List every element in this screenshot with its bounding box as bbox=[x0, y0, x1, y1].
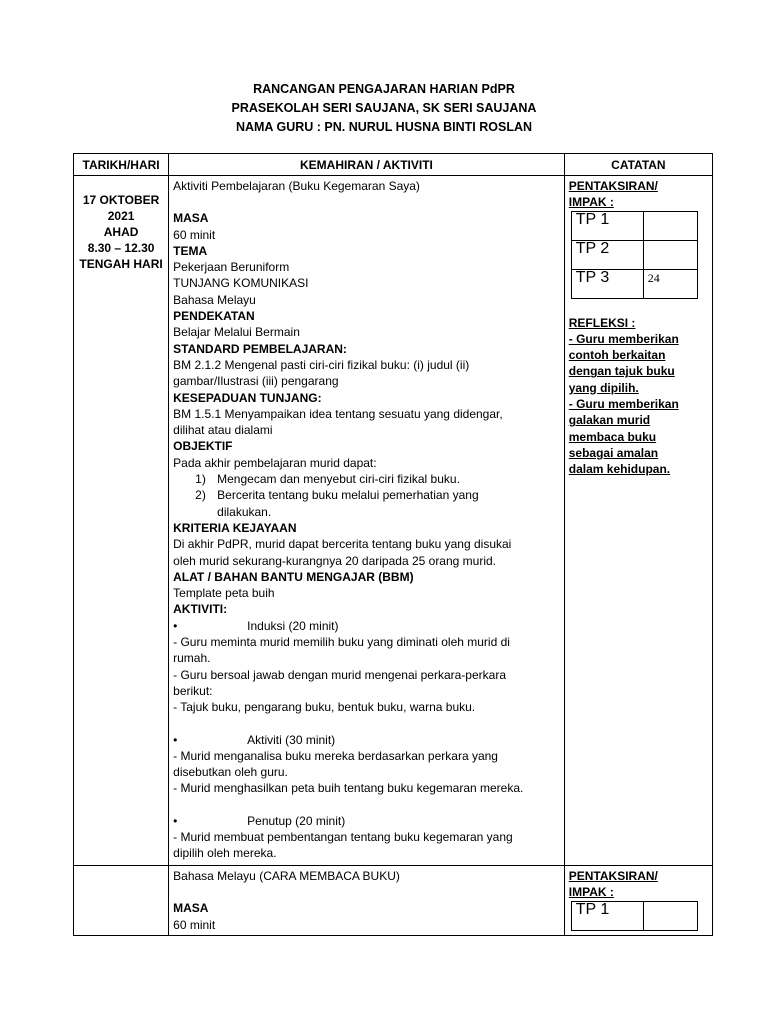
date-cell-empty bbox=[74, 866, 169, 936]
tunjang-value: Bahasa Melayu bbox=[173, 292, 256, 307]
induksi-title: Induksi (20 minit) bbox=[247, 618, 339, 633]
tp1-value bbox=[643, 901, 697, 930]
induksi-line-5: - Tajuk buku, pengarang buku, bentuk buku, warna buku. bbox=[173, 700, 476, 715]
standard-value-2: gambar/Ilustrasi (iii) pengarang bbox=[173, 374, 339, 389]
aktiviti-title: Aktiviti (30 minit) bbox=[247, 732, 336, 747]
refleksi-line: dengan tajuk buku bbox=[568, 364, 675, 379]
tema-heading: TEMA bbox=[173, 243, 208, 258]
refleksi-line: - Guru memberikan bbox=[568, 331, 679, 346]
table-header-row bbox=[74, 154, 713, 176]
pendekatan-heading: PENDEKATAN bbox=[173, 309, 255, 324]
pentaksiran-heading: PENTAKSIRAN/ bbox=[568, 869, 658, 883]
masa-value: 60 minit bbox=[173, 227, 216, 242]
masa-value: 60 minit bbox=[173, 917, 216, 932]
header-teacher: NAMA GURU : PN. NURUL HUSNA BINTI ROSLAN bbox=[235, 120, 533, 134]
document-header bbox=[0, 80, 768, 137]
catatan-cell bbox=[564, 176, 712, 866]
impak-heading: IMPAK : bbox=[568, 195, 614, 210]
table-row bbox=[571, 240, 697, 269]
kriteria-value-2: oleh murid sekurang-kurangnya 20 daripada 25 orang murid. bbox=[173, 553, 497, 568]
induksi-item bbox=[173, 618, 560, 634]
tp2-value bbox=[643, 240, 697, 269]
penutup-title: Penutup (20 minit) bbox=[247, 813, 346, 828]
date-day: 17 OKTOBER bbox=[82, 193, 160, 207]
list-text: Bercerita tentang buku melalui pemerhatian yang bbox=[217, 488, 479, 503]
refleksi-line: membaca buku bbox=[568, 429, 657, 444]
catatan-cell bbox=[564, 866, 712, 936]
masa-heading: MASA bbox=[173, 211, 209, 226]
kriteria-value-1: Di akhir PdPR, murid dapat bercerita tentang buku yang disukai bbox=[173, 537, 512, 552]
date-period: TENGAH HARI bbox=[79, 257, 163, 271]
kriteria-heading: KRITERIA KEJAYAAN bbox=[173, 520, 297, 535]
table-row bbox=[571, 269, 697, 298]
tp-table bbox=[571, 211, 698, 299]
induksi-line-1: - Guru meminta murid memilih buku yang diminati oleh murid di bbox=[173, 635, 510, 650]
aktiviti-item bbox=[173, 732, 560, 748]
aktiviti-line-1: - Murid menganalisa buku mereka berdasarkan perkara yang bbox=[173, 748, 498, 763]
table-row bbox=[74, 866, 713, 936]
tp1-value bbox=[643, 211, 697, 240]
refleksi-line: dalam kehidupan. bbox=[568, 462, 671, 477]
header-catatan: CATATAN bbox=[564, 154, 712, 176]
tp3-label: TP 3 bbox=[571, 269, 643, 298]
refleksi-line: contoh berkaitan bbox=[568, 348, 666, 363]
aktiviti-heading: AKTIVITI: bbox=[173, 602, 228, 617]
pentaksiran-heading: PENTAKSIRAN/ bbox=[568, 179, 658, 193]
aktiviti-line-3: - Murid menghasilkan peta buih tentang buku kegemaran mereka. bbox=[173, 781, 524, 796]
kesepaduan-value-1: BM 1.5.1 Menyampaikan idea tentang sesuatu yang didengar, bbox=[173, 406, 503, 421]
list-text: Mengecam dan menyebut ciri-ciri fizikal buku. bbox=[217, 472, 460, 487]
pendekatan-value: Belajar Melalui Bermain bbox=[173, 325, 300, 340]
aktiviti-line-2: disebutkan oleh guru. bbox=[173, 765, 288, 780]
list-text-continued: dilakukan. bbox=[217, 504, 272, 519]
bbm-value: Template peta buih bbox=[173, 586, 275, 601]
date-weekday: AHAD bbox=[103, 225, 139, 239]
objektif-intro: Pada akhir pembelajaran murid dapat: bbox=[173, 455, 377, 470]
refleksi-line: sebagai amalan bbox=[568, 445, 659, 460]
tp1-label: TP 1 bbox=[571, 211, 643, 240]
list-number: 1) bbox=[195, 472, 206, 487]
induksi-line-3: - Guru bersoal jawab dengan murid mengenai perkara-perkara bbox=[173, 667, 506, 682]
kesepaduan-value-2: dilihat atau dialami bbox=[173, 423, 273, 438]
list-item bbox=[173, 471, 560, 487]
list-item bbox=[173, 487, 560, 503]
refleksi-line: yang dipilih. bbox=[568, 380, 639, 395]
bullet-icon: • bbox=[173, 732, 178, 747]
objektif-heading: OBJEKTIF bbox=[173, 439, 233, 454]
bullet-icon: • bbox=[173, 813, 178, 828]
date-year: 2021 bbox=[107, 209, 135, 223]
refleksi-line: galakan murid bbox=[568, 413, 651, 428]
induksi-line-4: berikut: bbox=[173, 683, 213, 698]
header-tarikh: TARIKH/HARI bbox=[74, 154, 169, 176]
penutup-line-2: dipilih oleh mereka. bbox=[173, 846, 277, 861]
bullet-icon: • bbox=[173, 618, 178, 633]
tema-value: Pekerjaan Beruniform bbox=[173, 260, 290, 275]
tp3-value: 24 bbox=[643, 269, 697, 298]
refleksi-section bbox=[569, 315, 708, 478]
tp1-label: TP 1 bbox=[571, 901, 643, 930]
induksi-line-2: rumah. bbox=[173, 651, 211, 666]
masa-heading: MASA bbox=[173, 901, 209, 916]
bbm-heading: ALAT / BAHAN BANTU MENGAJAR (BBM) bbox=[173, 569, 414, 584]
header-title: RANCANGAN PENGAJARAN HARIAN PdPR bbox=[253, 82, 515, 96]
activity-cell bbox=[169, 176, 565, 866]
tunjang-heading: TUNJANG KOMUNIKASI bbox=[173, 276, 309, 291]
activity-title: Bahasa Melayu (CARA MEMBACA BUKU) bbox=[173, 869, 400, 883]
activity-title: Aktiviti Pembelajaran (Buku Kegemaran Saya) bbox=[173, 179, 420, 193]
table-row bbox=[74, 176, 713, 866]
refleksi-heading: REFLEKSI : bbox=[568, 315, 636, 330]
standard-heading: STANDARD PEMBELAJARAN: bbox=[173, 341, 347, 356]
table-row bbox=[571, 901, 697, 930]
lesson-plan-table bbox=[73, 153, 713, 936]
tp2-label: TP 2 bbox=[571, 240, 643, 269]
activity-cell bbox=[169, 866, 565, 936]
standard-value-1: BM 2.1.2 Mengenal pasti ciri-ciri fizikal buku: (i) judul (ii) bbox=[173, 357, 470, 372]
list-number: 2) bbox=[195, 488, 206, 503]
kesepaduan-heading: KESEPADUAN TUNJANG: bbox=[173, 390, 322, 405]
penutup-line-1: - Murid membuat pembentangan tentang buku kegemaran yang bbox=[173, 829, 513, 844]
header-kemahiran: KEMAHIRAN / AKTIVITI bbox=[169, 154, 565, 176]
impak-heading: IMPAK : bbox=[568, 885, 614, 900]
table-row bbox=[571, 211, 697, 240]
refleksi-line: - Guru memberikan bbox=[568, 397, 679, 412]
penutup-item bbox=[173, 813, 560, 829]
date-cell bbox=[74, 176, 169, 866]
date-time: 8.30 – 12.30 bbox=[87, 241, 155, 255]
header-school: PRASEKOLAH SERI SAUJANA, SK SERI SAUJANA bbox=[231, 101, 537, 115]
tp-table bbox=[571, 901, 698, 931]
